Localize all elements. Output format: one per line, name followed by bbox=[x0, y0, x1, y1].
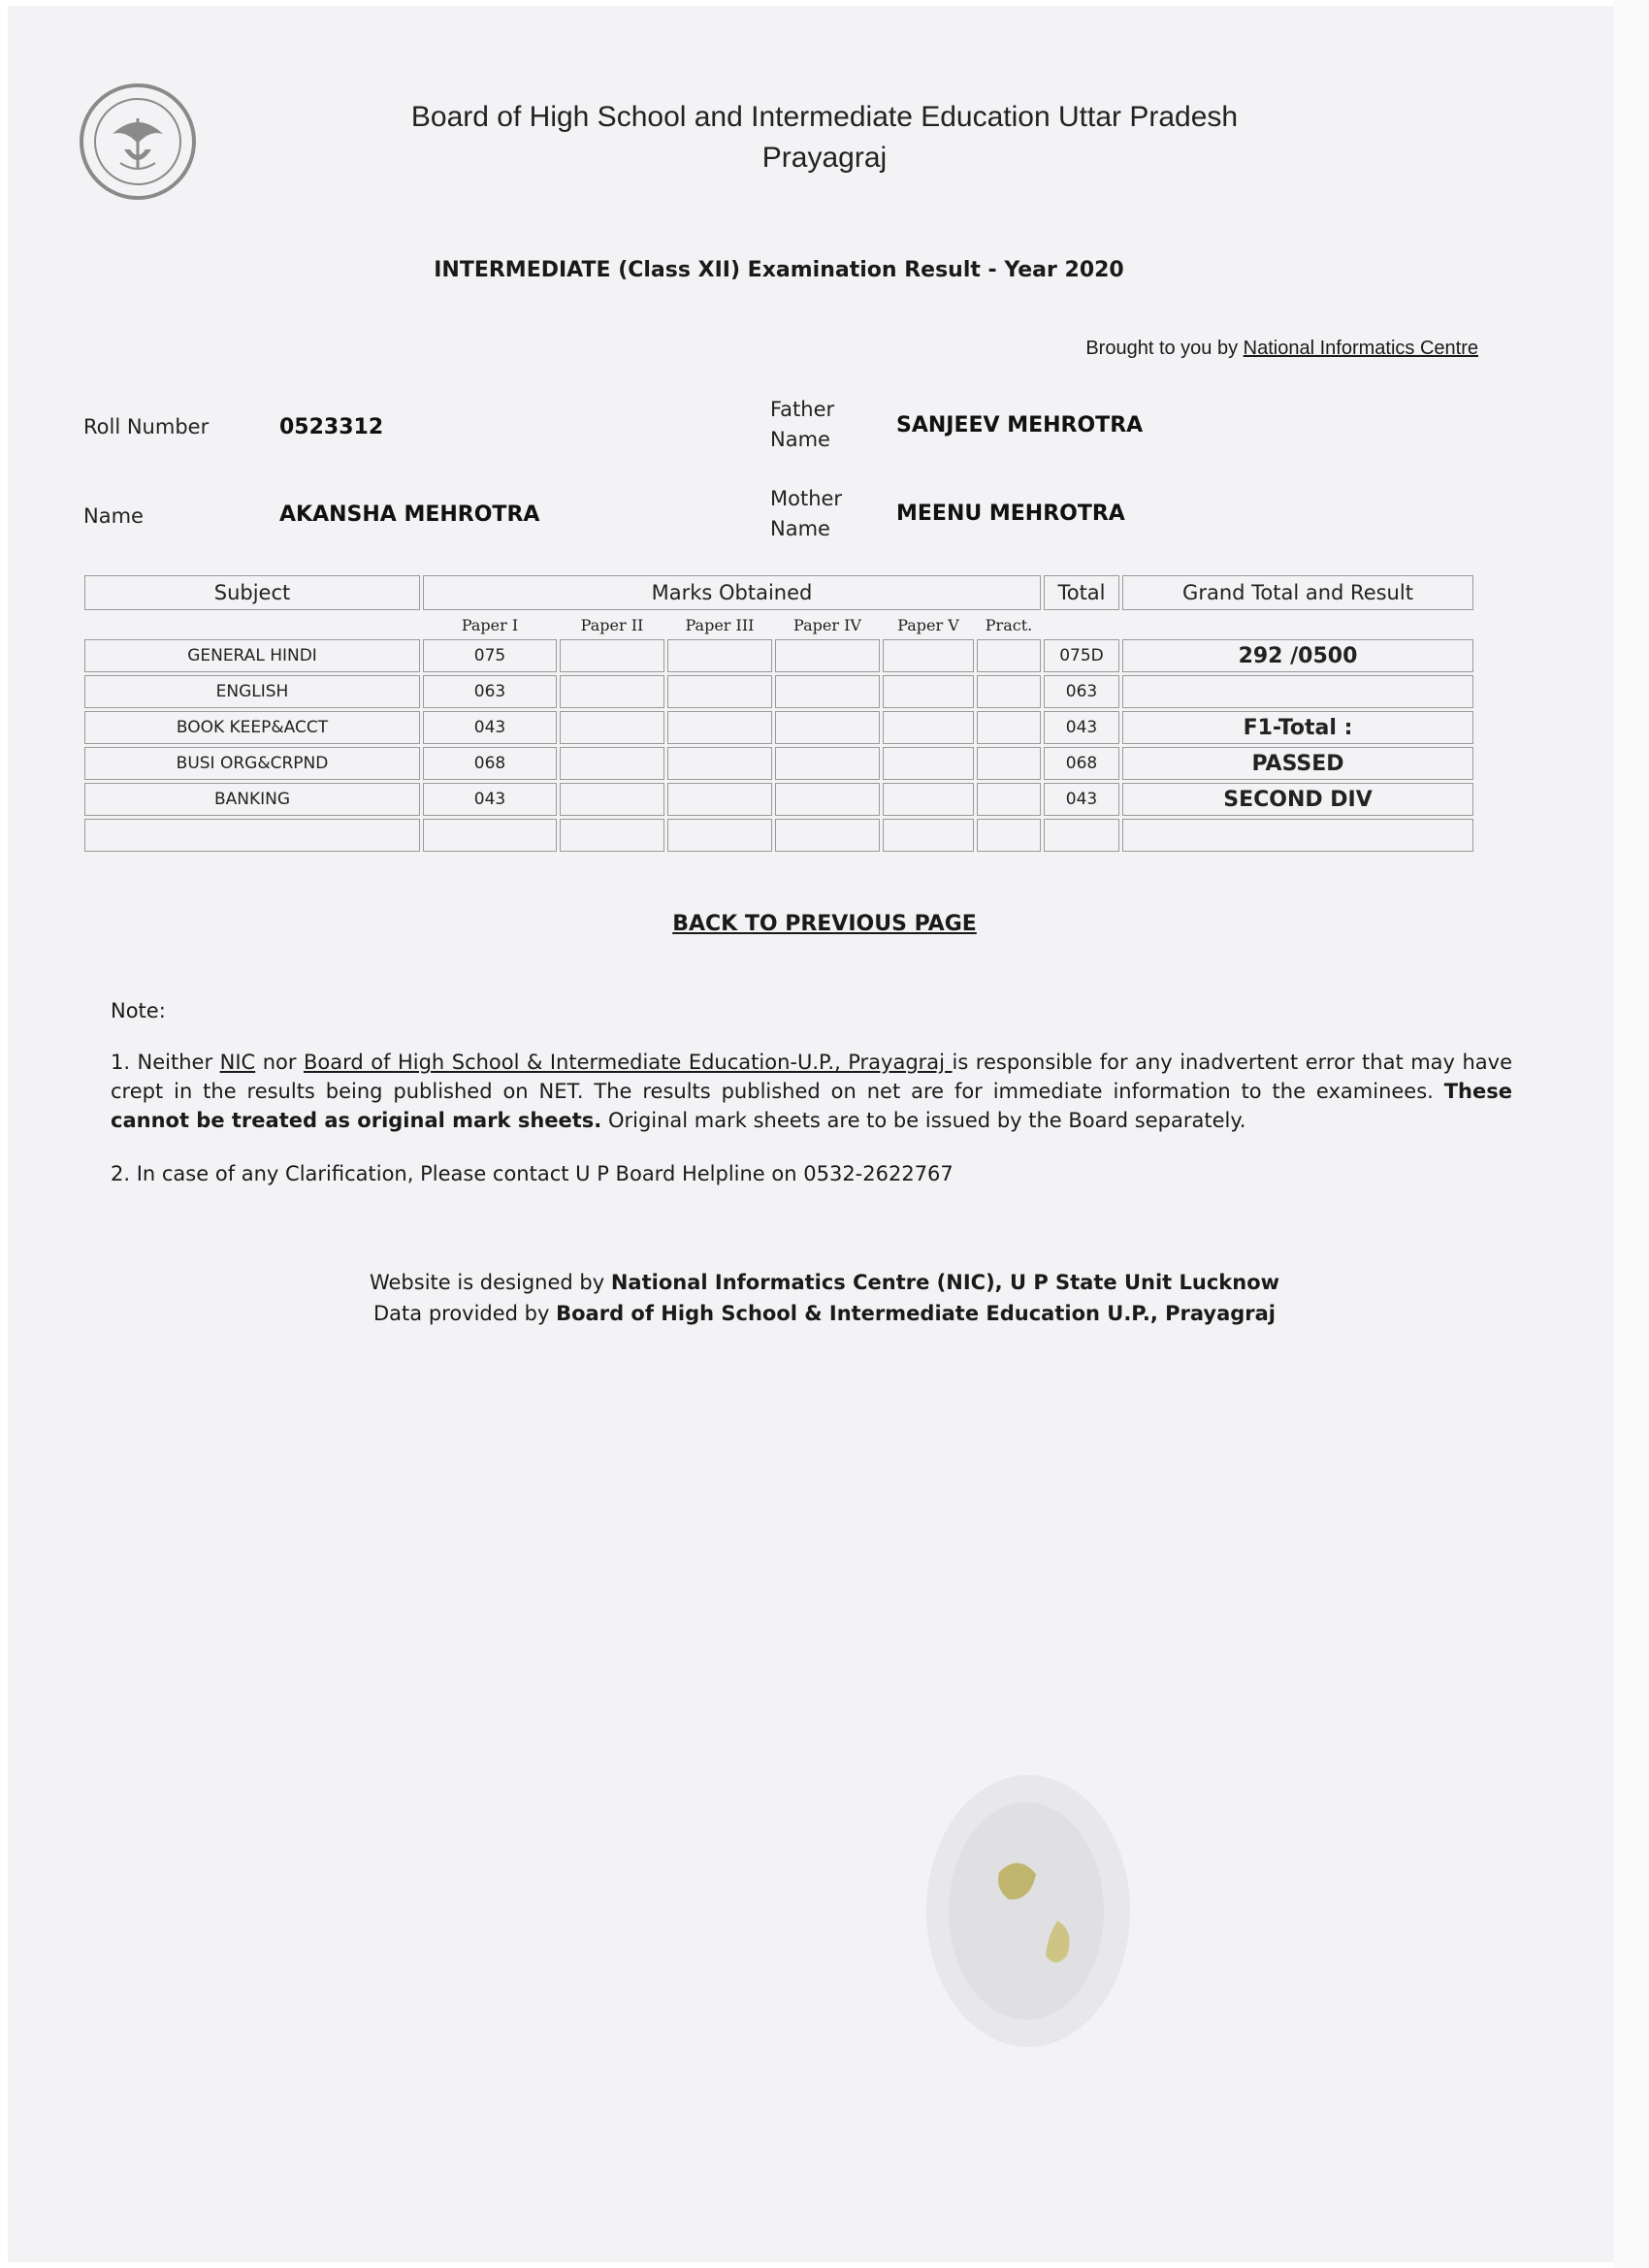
note-1-warning: These cannot be treated as original mark sheets. bbox=[111, 1080, 1512, 1132]
paper-header-row bbox=[84, 613, 1473, 636]
table-row bbox=[84, 675, 1473, 708]
total-header: Total bbox=[1044, 575, 1119, 610]
name-label: Name bbox=[83, 504, 144, 528]
paper-5-cell bbox=[883, 819, 974, 852]
paper-3-cell bbox=[667, 675, 772, 708]
paper-1-cell bbox=[423, 819, 557, 852]
grand-total-value: 292 /0500 bbox=[1122, 639, 1473, 672]
board-link[interactable]: Board of High School & Intermediate Education-U.P., Prayagraj bbox=[304, 1051, 953, 1074]
paper-5-cell bbox=[883, 639, 974, 672]
paper-5-cell bbox=[883, 711, 974, 744]
note-heading: Note: bbox=[111, 999, 166, 1022]
paper-1-cell: 075 bbox=[423, 639, 557, 672]
paper-2-cell bbox=[560, 783, 664, 816]
paper-5-header: Paper V bbox=[897, 615, 959, 634]
table-row bbox=[84, 711, 1473, 744]
subject-cell: ENGLISH bbox=[84, 675, 420, 708]
total-cell: 068 bbox=[1044, 747, 1119, 780]
brought-prefix: Brought to you by bbox=[1085, 338, 1244, 359]
total-cell bbox=[1044, 819, 1119, 852]
result-status: PASSED bbox=[1122, 747, 1473, 780]
paper-3-cell bbox=[667, 783, 772, 816]
marks-table bbox=[81, 572, 1476, 855]
total-subheader-blank bbox=[1044, 613, 1119, 636]
paper-1-cell: 068 bbox=[423, 747, 557, 780]
paper-3-cell bbox=[667, 711, 772, 744]
paper-4-cell bbox=[775, 711, 880, 744]
subject-header: Subject bbox=[84, 575, 420, 610]
paper-3-cell bbox=[667, 639, 772, 672]
total-cell: 043 bbox=[1044, 783, 1119, 816]
grand-result-cell bbox=[1122, 675, 1473, 708]
footer-nic: National Informatics Centre (NIC), U P State Unit Lucknow bbox=[610, 1271, 1280, 1294]
footer-line1-prefix: Website is designed by bbox=[369, 1271, 611, 1294]
father-label-line1: Father bbox=[770, 398, 835, 421]
total-cell: 075D bbox=[1044, 639, 1119, 672]
practical-cell bbox=[977, 783, 1041, 816]
table-row bbox=[84, 747, 1473, 780]
practical-cell bbox=[977, 819, 1041, 852]
paper-2-cell bbox=[560, 747, 664, 780]
mother-label-line2: Name bbox=[770, 517, 830, 540]
grand-result-cell bbox=[1122, 819, 1473, 852]
paper-5-cell bbox=[883, 675, 974, 708]
table-header-row bbox=[84, 575, 1473, 610]
roll-number-value: 0523312 bbox=[279, 415, 384, 439]
total-cell: 043 bbox=[1044, 711, 1119, 744]
back-to-previous-page-link[interactable]: BACK TO PREVIOUS PAGE bbox=[672, 912, 977, 936]
subject-cell: BOOK KEEP&ACCT bbox=[84, 711, 420, 744]
subject-cell bbox=[84, 819, 420, 852]
paper-2-cell bbox=[560, 675, 664, 708]
division-result: SECOND DIV bbox=[1122, 783, 1473, 816]
paper-1-cell: 063 bbox=[423, 675, 557, 708]
total-cell: 063 bbox=[1044, 675, 1119, 708]
paper-1-cell: 043 bbox=[423, 711, 557, 744]
paper-4-cell bbox=[775, 783, 880, 816]
footer-board: Board of High School & Intermediate Education U.P., Prayagraj bbox=[556, 1302, 1276, 1325]
table-row bbox=[84, 783, 1473, 816]
subject-cell: BUSI ORG&CRPND bbox=[84, 747, 420, 780]
practical-cell bbox=[977, 747, 1041, 780]
table-row bbox=[84, 819, 1473, 852]
practical-cell bbox=[977, 711, 1041, 744]
note-2: 2. In case of any Clarification, Please contact U P Board Helpline on 0532-2622767 bbox=[111, 1162, 954, 1185]
note-1-text-a: 1. Neither bbox=[111, 1051, 220, 1074]
father-label-line2: Name bbox=[770, 428, 830, 451]
note-1-text-b: nor bbox=[255, 1051, 304, 1074]
board-name: Board of High School and Intermediate Education Uttar Pradesh bbox=[410, 101, 1239, 133]
table-row bbox=[84, 639, 1473, 672]
father-name-value: SANJEEV MEHROTRA bbox=[896, 413, 1144, 437]
exam-title: INTERMEDIATE (Class XII) Examination Result - Year 2020 bbox=[434, 258, 1124, 282]
paper-5-cell bbox=[883, 747, 974, 780]
practical-cell bbox=[977, 639, 1041, 672]
paper-stain bbox=[912, 1766, 1145, 2057]
scan-margin bbox=[1614, 0, 1649, 2268]
roll-number-label: Roll Number bbox=[83, 415, 210, 438]
marks-obtained-header: Marks Obtained bbox=[423, 575, 1041, 610]
paper-3-cell bbox=[667, 819, 772, 852]
subject-cell: BANKING bbox=[84, 783, 420, 816]
paper-4-cell bbox=[775, 675, 880, 708]
footer-designed-by bbox=[0, 1271, 1649, 1294]
grand-total-header: Grand Total and Result bbox=[1122, 575, 1473, 610]
paper-3-cell bbox=[667, 747, 772, 780]
paper-1-header: Paper I bbox=[461, 615, 519, 634]
paper-2-cell bbox=[560, 711, 664, 744]
note-1 bbox=[111, 1048, 1512, 1135]
grand-subheader-blank bbox=[1122, 613, 1473, 636]
paper-4-cell bbox=[775, 819, 880, 852]
nic-link[interactable]: National Informatics Centre bbox=[1243, 338, 1478, 359]
board-city: Prayagraj bbox=[761, 142, 888, 174]
paper-5-cell bbox=[883, 783, 974, 816]
paper-1-cell: 043 bbox=[423, 783, 557, 816]
brought-by bbox=[1085, 338, 1478, 360]
note-1-text-d: Original mark sheets are to be issued by the Board separately. bbox=[601, 1109, 1246, 1132]
mother-label-line1: Mother bbox=[770, 487, 843, 510]
paper-4-cell bbox=[775, 639, 880, 672]
subject-cell: GENERAL HINDI bbox=[84, 639, 420, 672]
footer-data-provided bbox=[0, 1302, 1649, 1325]
note-1-text-c: is responsible for any inadvertent error that may have crept in the results being published on NET. The results published on net are for immediate information to the examinees. bbox=[111, 1051, 1512, 1103]
paper-3-header: Paper III bbox=[685, 615, 755, 634]
f1-total-label: F1-Total : bbox=[1122, 711, 1473, 744]
paper-4-header: Paper IV bbox=[793, 615, 861, 634]
paper-2-header: Paper II bbox=[580, 615, 644, 634]
paper-2-cell bbox=[560, 819, 664, 852]
footer-line2-prefix: Data provided by bbox=[373, 1302, 557, 1325]
practical-cell bbox=[977, 675, 1041, 708]
practical-header: Pract. bbox=[985, 615, 1033, 634]
subject-subheader-blank bbox=[84, 613, 420, 636]
name-value: AKANSHA MEHROTRA bbox=[279, 502, 540, 527]
paper-2-cell bbox=[560, 639, 664, 672]
mother-name-value: MEENU MEHROTRA bbox=[896, 502, 1125, 526]
nic-link[interactable]: NIC bbox=[219, 1051, 256, 1074]
paper-4-cell bbox=[775, 747, 880, 780]
